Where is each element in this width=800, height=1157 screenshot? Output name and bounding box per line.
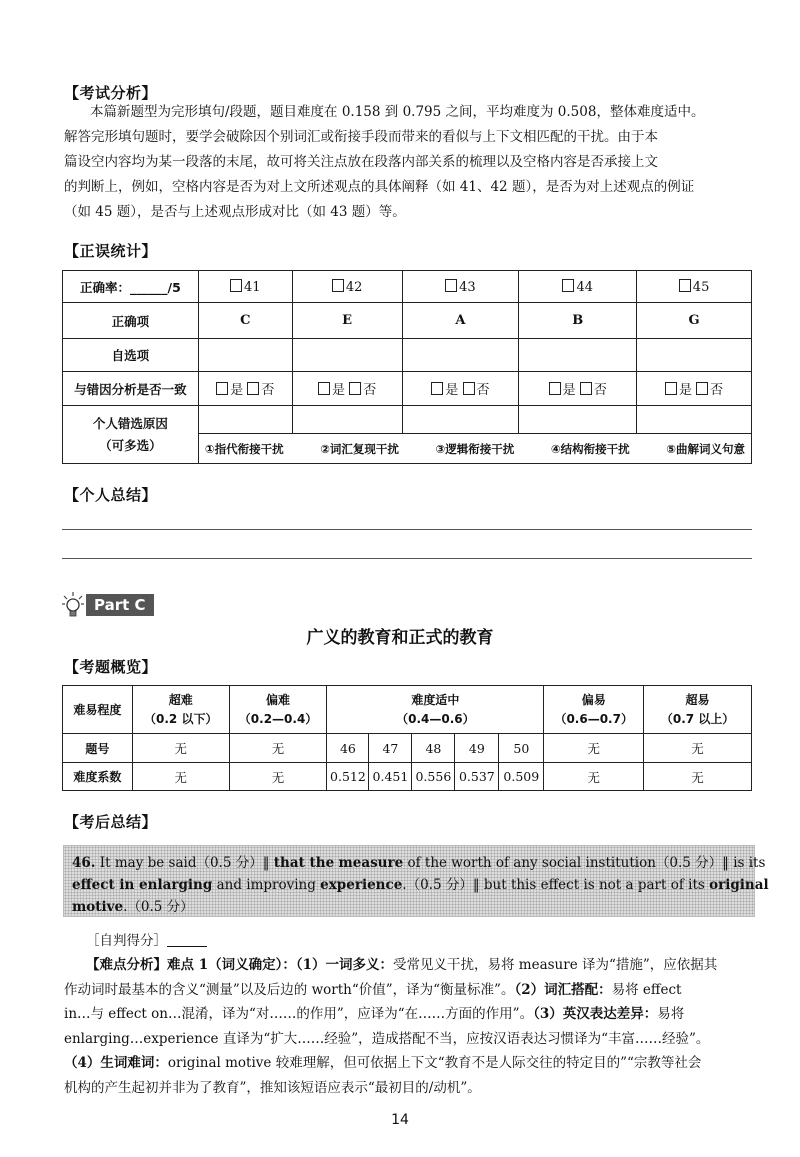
reason-option[interactable]: ④结构衔接干扰: [550, 441, 630, 456]
yes-no-cell[interactable]: 是 否: [637, 372, 752, 406]
table-cell: 50: [499, 734, 544, 763]
reason-cell[interactable]: [198, 406, 292, 434]
reason-label: 个人错选原因 （可多选）: [63, 406, 199, 464]
difficulty-label: 难易程度: [63, 686, 133, 734]
reason-options: [198, 434, 751, 464]
table-cell: 无: [544, 763, 644, 791]
self-choice-cell[interactable]: [519, 339, 637, 372]
q45-cell[interactable]: 45: [637, 271, 752, 303]
self-score: ［自判得分］: [86, 930, 746, 952]
reason-cell[interactable]: [637, 406, 752, 434]
score-blank[interactable]: [167, 932, 207, 947]
col-header: 偏难 （0.2—0.4）: [229, 686, 327, 734]
error-stats-table: [62, 270, 752, 464]
reason-option[interactable]: ①指代衔接干扰: [204, 441, 284, 456]
post-summary-heading: 【考后总结】: [64, 813, 158, 831]
table-cell: 46: [327, 734, 369, 763]
table-cell: 48: [412, 734, 455, 763]
table-cell: 无: [132, 763, 229, 791]
self-choice-cell[interactable]: [292, 339, 402, 372]
reason-cell[interactable]: [292, 406, 402, 434]
difficulty-analysis: 【难点分析】难点 1（词义确定）：（1）一词多义：受常见义干扰，易将 measure 译为“措施”，应依据其 作动词时最基本的含义“测量”以及后边的 worth“价值”，译为“衡量标准”。（2）词汇搭配：易将 effect in…与 effect on…混淆，译为“对……的作用”，应译为“在……方面的作用”。（3）英汉表达差异：易将 enlarging…experience 直译为“扩大……经验”，造成搭配不当，应按汉语表达习惯译为“丰富……经验”。 （4）生词难词：original motive 较难理解，但可依据上下文“教育不是人际交往的特定目的”“宗教等社会 机构的产生起初并非为了教育”，推知该短语应表示“最初目的/动机”。: [64, 957, 718, 1096]
q42-cell[interactable]: 42: [292, 271, 402, 303]
sentence-46: 46. It may be said（0.5 分）‖ that the measure of the worth of any social institution（0.5 分）‖ is its effect in enlarging and improving experience.（0.5 分）‖ but this effect is not a part of its original motive.（0.5 分）: [63, 845, 755, 917]
checkbox[interactable]: [230, 279, 242, 292]
table-cell: 0.512: [327, 763, 369, 791]
part-c-label: [62, 592, 154, 618]
analysis-line: （如 45 题），是否与上述观点形成对比（如 43 题）等。: [64, 204, 406, 220]
table-cell: 无: [229, 734, 327, 763]
yes-no-cell[interactable]: 是 否: [519, 372, 637, 406]
analysis-line: 的判断上，例如，空格内容是否为对上文所述观点的具体阐释（如 41、42 题），是否为对上述观点的例证: [64, 179, 695, 195]
table-cell: 0.556: [412, 763, 455, 791]
exam-analysis-heading: 【考试分析】: [64, 84, 158, 102]
answer-cell: E: [292, 303, 402, 339]
table-cell: 0.451: [369, 763, 412, 791]
col-header: 难度适中 （0.4—0.6）: [327, 686, 544, 734]
table-cell: 无: [229, 763, 327, 791]
reason-option[interactable]: ②词汇复现干扰: [320, 441, 399, 456]
col-header: 偏易 （0.6—0.7）: [544, 686, 644, 734]
checkbox[interactable]: [562, 279, 574, 292]
table-cell: 无: [644, 763, 752, 791]
part-c-tag: Part C: [86, 594, 154, 616]
overview-heading: 【考题概览】: [64, 658, 158, 676]
analysis-line: 本篇新题型为完形填句/段题，题目难度在 0.158 到 0.795 之间，平均难度为 0.508，整体难度适中。: [90, 104, 705, 120]
table-cell: 0.509: [499, 763, 544, 791]
row-label: 难度系数: [63, 763, 133, 791]
q43-cell[interactable]: 43: [402, 271, 519, 303]
answer-cell: B: [519, 303, 637, 339]
answer-cell: C: [198, 303, 292, 339]
table-cell: 无: [132, 734, 229, 763]
yes-no-cell[interactable]: 是 否: [292, 372, 402, 406]
table-cell: 无: [544, 734, 644, 763]
answer-cell: A: [402, 303, 519, 339]
row-label: 题号: [63, 734, 133, 763]
col-header: 超难 （0.2 以下）: [132, 686, 229, 734]
checkbox[interactable]: [332, 279, 344, 292]
reason-cell[interactable]: [402, 406, 519, 434]
overview-table: [62, 685, 752, 791]
accuracy-label[interactable]: 正确率：______/5: [63, 271, 199, 303]
analysis-line: 解答完形填句题时，要学会破除因个别词汇或衔接手段而带来的看似与上下文相匹配的干扰。由于本: [64, 129, 658, 145]
table-cell: 0.537: [455, 763, 499, 791]
self-choice-cell[interactable]: [198, 339, 292, 372]
checkbox[interactable]: [445, 279, 457, 292]
q41-cell[interactable]: 41: [198, 271, 292, 303]
analysis-line: 篇设空内容均为某一段落的末尾，故可将关注点放在段落内部关系的梳理以及空格内容是否承接上文: [64, 154, 658, 170]
reason-cell[interactable]: [519, 406, 637, 434]
personal-summary-heading: 【个人总结】: [64, 486, 158, 504]
reason-option[interactable]: ⑤曲解词义句意: [666, 441, 745, 456]
consistency-label: 与错因分析是否一致: [63, 372, 199, 406]
reason-option[interactable]: ③逻辑衔接干扰: [435, 441, 515, 456]
lightbulb-icon: [62, 592, 84, 618]
yes-no-cell[interactable]: 是 否: [198, 372, 292, 406]
checkbox[interactable]: [679, 279, 691, 292]
answer-cell: G: [637, 303, 752, 339]
page-title: 广义的教育和正式的教育: [306, 628, 494, 648]
exam-analysis-text: [64, 100, 754, 225]
self-choice-cell[interactable]: [402, 339, 519, 372]
col-header: 超易 （0.7 以上）: [644, 686, 752, 734]
summary-line[interactable]: [62, 558, 752, 559]
table-cell: 47: [369, 734, 412, 763]
correct-label: 正确项: [63, 303, 199, 339]
yes-no-cell[interactable]: 是 否: [402, 372, 519, 406]
table-cell: 49: [455, 734, 499, 763]
q44-cell[interactable]: 44: [519, 271, 637, 303]
summary-line[interactable]: [62, 529, 752, 530]
self-choice-cell[interactable]: [637, 339, 752, 372]
self-choice-label: 自选项: [63, 339, 199, 372]
table-cell: 无: [644, 734, 752, 763]
error-stats-heading: 【正误统计】: [64, 242, 158, 260]
page-number: 14: [391, 1112, 409, 1128]
